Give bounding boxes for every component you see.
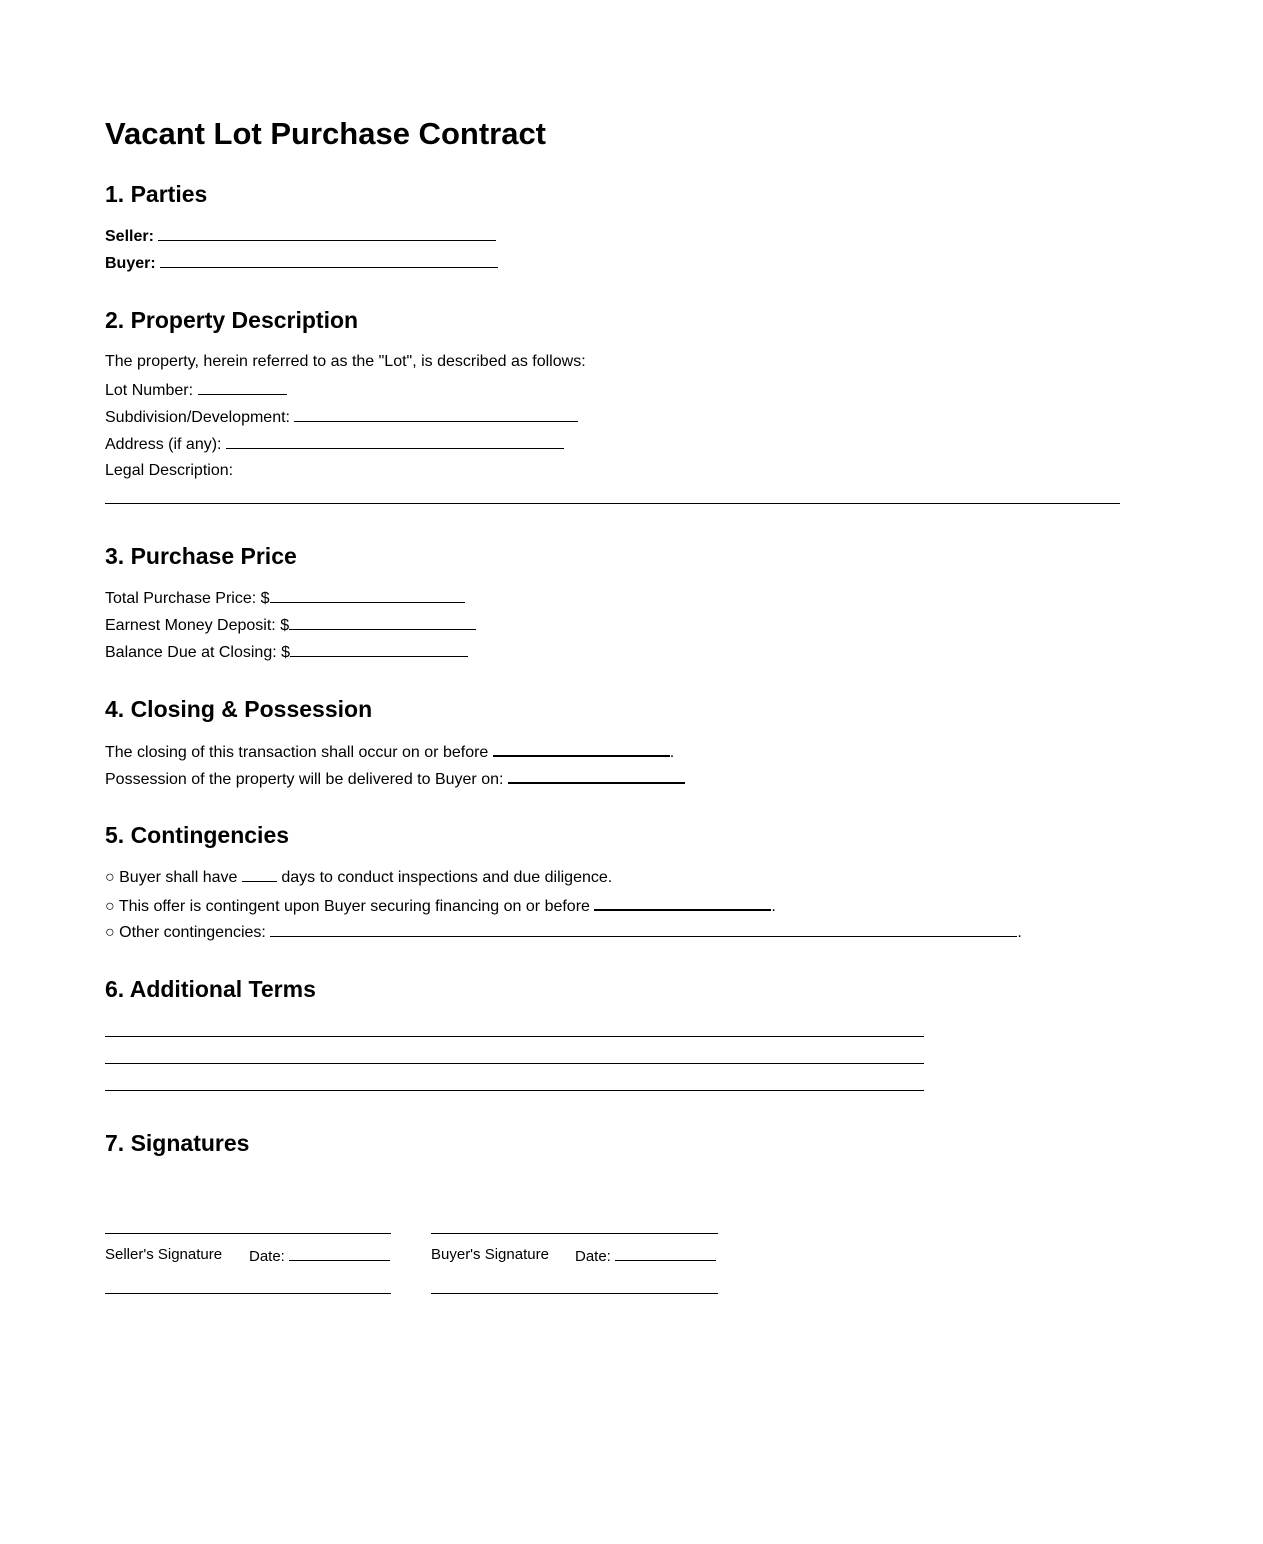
section-heading-closing: 4. Closing & Possession <box>105 696 373 722</box>
additional-terms-line-3[interactable] <box>105 1090 924 1091</box>
seller-field[interactable] <box>158 226 496 241</box>
legal-description-field[interactable] <box>105 503 1120 504</box>
other-contingencies-field[interactable] <box>270 922 1017 937</box>
lot-number-field[interactable] <box>198 380 287 395</box>
seller-date-field[interactable] <box>289 1246 390 1261</box>
financing-text: This offer is contingent upon Buyer securing financing on or before <box>118 898 590 915</box>
section-heading-price: 3. Purchase Price <box>105 543 297 569</box>
bullet-icon: ○ <box>105 924 115 941</box>
closing-text: The closing of this transaction shall occur on or before <box>105 744 489 761</box>
total-price-field[interactable] <box>270 588 465 603</box>
address-label: Address (if any): <box>105 436 222 453</box>
bullet-icon: ○ <box>105 898 115 915</box>
seller-label: Seller: <box>105 228 154 245</box>
subdivision-line <box>105 407 578 427</box>
address-line <box>105 434 564 454</box>
total-price-line <box>105 588 465 608</box>
buyer-field[interactable] <box>160 253 498 268</box>
closing-date-field[interactable] <box>493 741 670 757</box>
property-intro: The property, herein referred to as the "Lot", is described as follows: <box>105 353 586 370</box>
subdivision-label: Subdivision/Development: <box>105 409 290 426</box>
subdivision-field[interactable] <box>294 407 578 422</box>
total-price-label: Total Purchase Price: $ <box>105 590 270 607</box>
section-heading-property: 2. Property Description <box>105 307 359 333</box>
seller-printed-name-field[interactable] <box>105 1293 391 1294</box>
section-heading-additional: 6. Additional Terms <box>105 976 316 1002</box>
address-field[interactable] <box>226 434 564 449</box>
additional-terms-line-2[interactable] <box>105 1063 924 1064</box>
additional-terms-line-1[interactable] <box>105 1036 924 1037</box>
buyer-line <box>105 253 498 273</box>
other-contingencies-label: Other contingencies: <box>119 924 266 941</box>
seller-line <box>105 226 496 246</box>
contingency-item-other: ○ Other contingencies: . <box>105 924 1022 941</box>
buyer-label: Buyer: <box>105 255 156 272</box>
seller-signature-field[interactable] <box>105 1233 391 1234</box>
contingency-item-inspection <box>105 867 612 887</box>
buyer-date-line <box>575 1246 716 1266</box>
bullet-icon: ○ <box>105 869 115 886</box>
buyer-date-field[interactable] <box>615 1246 716 1261</box>
buyer-printed-name-field[interactable] <box>431 1293 718 1294</box>
seller-signature-label: Seller's Signature <box>105 1246 223 1263</box>
deposit-label: Earnest Money Deposit: $ <box>105 617 290 634</box>
lot-number-label: Lot Number: <box>105 382 194 399</box>
possession-line <box>105 768 685 789</box>
lot-number-line <box>105 380 287 400</box>
inspection-days-field[interactable] <box>242 867 277 882</box>
deposit-line <box>105 615 476 635</box>
buyer-date-label: Date: <box>575 1248 611 1265</box>
inspection-text-post: days to conduct inspections and due diligence. <box>281 869 613 886</box>
balance-field[interactable] <box>290 642 468 657</box>
buyer-signature-label: Buyer's Signature <box>431 1246 549 1263</box>
financing-date-field[interactable] <box>594 895 771 911</box>
seller-date-label: Date: <box>249 1248 285 1265</box>
deposit-field[interactable] <box>289 615 476 630</box>
inspection-text-pre: Buyer shall have <box>119 869 238 886</box>
section-heading-parties: 1. Parties <box>105 181 208 207</box>
buyer-signature-field[interactable] <box>431 1233 718 1234</box>
balance-line <box>105 642 468 662</box>
seller-date-line <box>249 1246 390 1266</box>
section-heading-signatures: 7. Signatures <box>105 1130 250 1156</box>
section-heading-contingencies: 5. Contingencies <box>105 822 290 848</box>
closing-line: The closing of this transaction shall occur on or before . <box>105 741 674 762</box>
contingency-item-financing: ○ This offer is contingent upon Buyer securing financing on or before . <box>105 895 776 916</box>
legal-description-label: Legal Description: <box>105 462 234 479</box>
possession-date-field[interactable] <box>508 768 685 784</box>
page-title: Vacant Lot Purchase Contract <box>105 116 547 151</box>
possession-text: Possession of the property will be delivered to Buyer on: <box>105 771 504 788</box>
balance-label: Balance Due at Closing: $ <box>105 644 290 661</box>
